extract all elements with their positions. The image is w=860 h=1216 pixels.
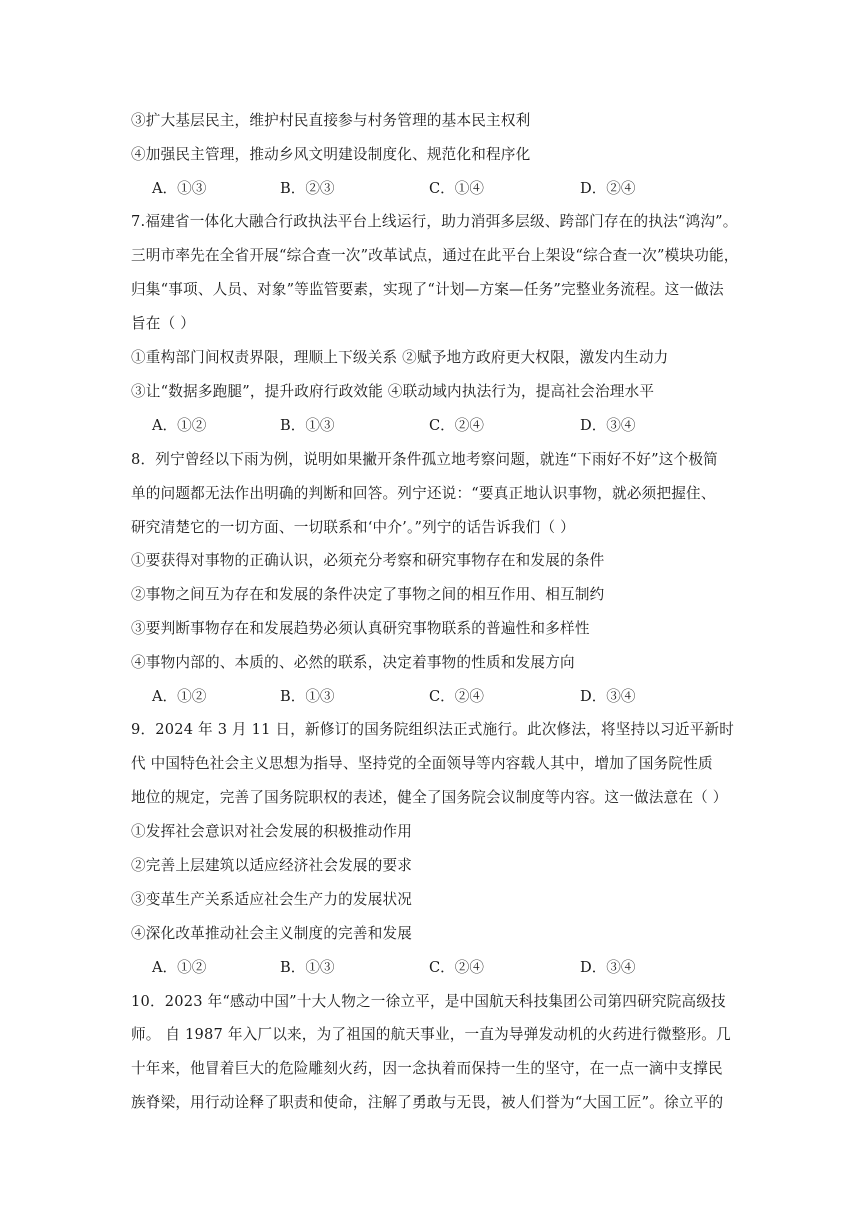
q8-stem-line: 单的问题都无法作出明确的判断和回答。列宁还说：“要真正地认识事物，就必须把握住、	[131, 485, 716, 502]
q8-option-c: C．②④	[429, 688, 484, 705]
q6-option-d: D．②④	[580, 180, 636, 197]
q7-items-row: ①重构部门间权责界限，理顺上下级关系 ②赋予地方政府更大权限，激发内生动力	[131, 349, 669, 366]
q8-stem-line: 8．列宁曾经以下雨为例，说明如果撇开条件孤立地考察问题，就连“下雨好不好”这个极简	[131, 451, 718, 468]
q8-item: ③要判断事物存在和发展趋势必须认真研究事物联系的普遍性和多样性	[131, 620, 590, 637]
q9-options	[152, 958, 752, 978]
q10-stem-line: 10．2023 年“感动中国”十大人物之一徐立平，是中国航天科技集团公司第四研究院高级技	[131, 993, 726, 1010]
q8-stem-line: 研究清楚它的一切方面、一切联系和‘中介’。”列宁的话告诉我们（ ）	[131, 519, 575, 536]
q7-stem-line: 归集“事项、人员、对象”等监管要素，实现了“计划—方案—任务”完整业务流程。这一做法	[131, 281, 724, 298]
q9-stem-line: 地位的规定，完善了国务院职权的表述，健全了国务院会议制度等内容。这一做法意在（ ）	[131, 789, 728, 806]
q9-option-d: D．③④	[580, 959, 636, 976]
q8-option-b: B．①③	[280, 688, 335, 705]
q6-item-3: ③扩大基层民主，维护村民直接参与村务管理的基本民主权利	[131, 112, 531, 129]
q7-items-row: ③让“数据多跑腿”，提升政府行政效能 ④联动域内执法行为，提高社会治理水平	[131, 383, 655, 400]
q8-item: ④事物内部的、本质的、必然的联系，决定着事物的性质和发展方向	[131, 654, 575, 671]
q8-item: ①要获得对事物的正确认识，必须充分考察和研究事物存在和发展的条件	[131, 552, 605, 569]
q9-item: ④深化改革推动社会主义制度的完善和发展	[131, 925, 413, 942]
q6-option-c: C．①④	[429, 180, 484, 197]
q9-option-c: C．②④	[429, 959, 484, 976]
q7-option-b: B．①③	[280, 417, 335, 434]
q10-stem-line: 师。 自 1987 年入厂以来，为了祖国的航天事业，一直为导弹发动机的火药进行微整形。几	[131, 1026, 731, 1043]
q6-option-b: B．②③	[280, 180, 335, 197]
q9-stem-line: 代 中国特色社会主义思想为指导、坚持党的全面领导等内容载人其中，增加了国务院性质	[131, 755, 713, 772]
q7-option-c: C．②④	[429, 417, 484, 434]
q9-item: ②完善上层建筑以适应经济社会发展的要求	[131, 857, 413, 874]
q9-stem-line: 9．2024 年 3 月 11 日，新修订的国务院组织法正式施行。此次修法，将坚持以习近平新时	[131, 721, 735, 738]
q10-stem-line: 十年来，他冒着巨大的危险雕刻火药，因一念执着而保持一生的坚守，在一点一滴中支撑民	[131, 1060, 723, 1077]
q6-item-4: ④加强民主管理，推动乡风文明建设制度化、规范化和程序化	[131, 146, 531, 163]
q6-options	[152, 179, 752, 199]
q8-option-a: A．①②	[152, 688, 207, 705]
q9-option-b: B．①③	[280, 959, 335, 976]
q7-options	[152, 416, 752, 436]
q8-options	[152, 687, 752, 707]
q7-stem-line: 三明市率先在全省开展“综合查一次”改革试点，通过在此平台上架设“综合查一次”模块功能，	[131, 247, 739, 264]
q7-option-d: D．③④	[580, 417, 636, 434]
q9-item: ①发挥社会意识对社会发展的积极推动作用	[131, 823, 413, 840]
q7-stem-line: 旨在（ ）	[131, 315, 196, 332]
q7-option-a: A．①②	[152, 417, 207, 434]
q10-stem-line: 族脊梁，用行动诠释了职责和使命，注解了勇敢与无畏，被人们誉为“大国工匠”。徐立平的	[131, 1094, 724, 1111]
q9-item: ③变革生产关系适应社会生产力的发展状况	[131, 891, 413, 908]
q8-option-d: D．③④	[580, 688, 636, 705]
q7-stem-line: 7.福建省一体化大融合行政执法平台上线运行，助力消弭多层级、跨部门存在的执法“鸿沟”。	[131, 213, 738, 230]
q8-item: ②事物之间互为存在和发展的条件决定了事物之间的相互作用、相互制约	[131, 586, 605, 603]
q9-option-a: A．①②	[152, 959, 207, 976]
q6-option-a: A．①③	[152, 180, 207, 197]
